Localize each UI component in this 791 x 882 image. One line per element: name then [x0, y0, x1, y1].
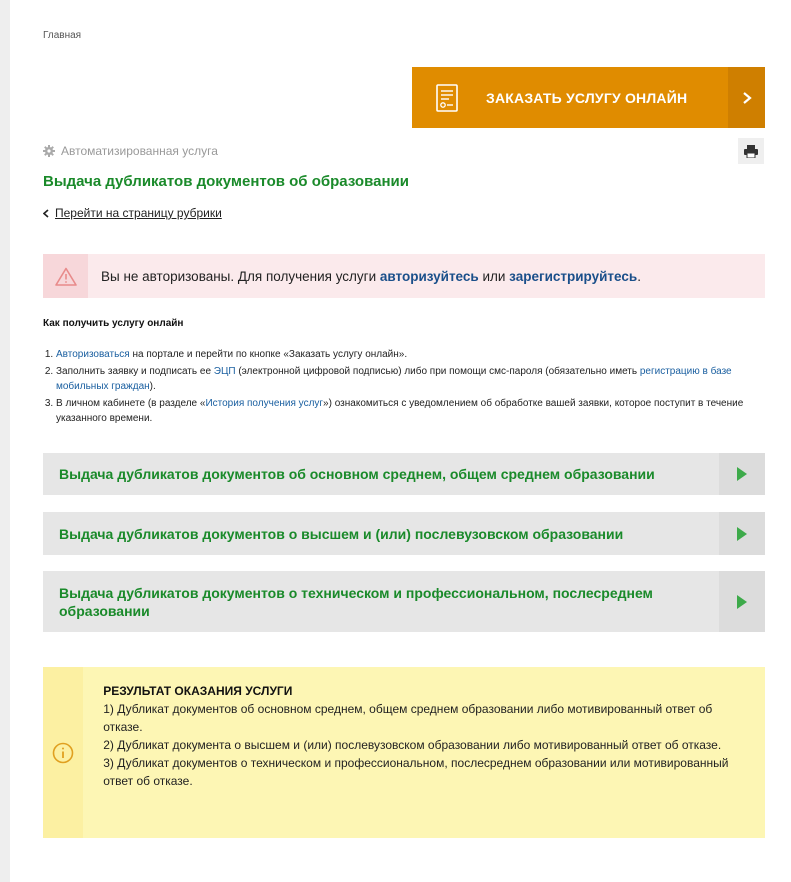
triangle-right-icon: [719, 453, 765, 495]
service-history-link[interactable]: История получения услуг: [205, 397, 324, 409]
alert-text-after: .: [637, 268, 641, 284]
step-item: [56, 396, 781, 427]
accordion-secondary-education[interactable]: [43, 453, 765, 495]
service-type: [43, 144, 218, 158]
result-content: [83, 667, 765, 838]
alert-message: [88, 269, 641, 284]
accordion-title: Выдача дубликатов документов о высшем и (или) послевузовском образовании: [59, 525, 624, 542]
step-text: Заполнить заявку и подписать ее: [56, 365, 214, 377]
order-service-label: ЗАКАЗАТЬ УСЛУГУ ОНЛАЙН: [486, 89, 688, 106]
info-icon: [43, 667, 83, 838]
chevron-left-icon: [43, 209, 49, 218]
step-text: В личном кабинете (в разделе «: [56, 397, 206, 409]
mobile-registration-link[interactable]: регистрацию в базе мобильных граждан: [56, 365, 732, 392]
service-result-box: [43, 667, 765, 838]
alert-text-middle: или: [478, 268, 510, 284]
printer-icon: [744, 145, 758, 158]
accordion-higher-education[interactable]: [43, 512, 765, 555]
eds-link[interactable]: ЭЦП: [213, 365, 236, 377]
result-title: РЕЗУЛЬТАТ ОКАЗАНИЯ УСЛУГИ: [103, 684, 293, 698]
alert-text-before: Вы не авторизованы. Для получения услуги: [101, 268, 380, 284]
order-service-button[interactable]: [412, 67, 765, 128]
document-form-icon: [412, 67, 482, 128]
step-text: на портале и перейти по кнопке «Заказать услугу онлайн».: [129, 349, 408, 360]
print-button[interactable]: [738, 138, 764, 164]
page-title: Выдача дубликатов документов об образовании: [43, 173, 409, 190]
triangle-right-icon: [719, 571, 765, 632]
accordion-technical-education[interactable]: [43, 571, 765, 632]
step-item: [56, 364, 781, 395]
warning-icon: [43, 254, 88, 298]
left-border: [0, 0, 10, 882]
triangle-right-icon: [719, 512, 765, 555]
authorize-link[interactable]: Авторизоваться: [56, 349, 130, 360]
result-line: 1) Дубликат документов об основном среднем, общем среднем образовании либо мотивированный ответ об отказе.: [103, 702, 713, 734]
breadcrumb[interactable]: Главная: [43, 30, 82, 41]
register-link[interactable]: зарегистрируйтесь: [509, 268, 638, 284]
step-text: ») ознакомиться с уведомлением об обработке вашей заявки, которое поступит в течение указанного времени.: [56, 397, 744, 424]
login-link[interactable]: авторизуйтесь: [379, 268, 479, 284]
step-item: [56, 347, 781, 363]
back-link-label: Перейти на страницу рубрики: [55, 206, 222, 220]
step-text: ).: [149, 381, 156, 392]
chevron-right-icon: [728, 67, 765, 128]
back-to-category-link[interactable]: [43, 206, 222, 220]
gear-icon: [43, 145, 55, 157]
step-text: (электронной цифровой подписью) либо при помощи смс-пароля (обязательно иметь: [235, 365, 640, 377]
accordion-title: Выдача дубликатов документов об основном среднем, общем среднем образовании: [59, 466, 655, 482]
result-line: 2) Дубликат документа о высшем и (или) послевузовском образовании либо мотивированный ответ об отказе.: [103, 738, 722, 752]
auth-alert: [43, 254, 765, 298]
accordion-title: Выдача дубликатов документов о техническом и профессиональном, послесреднем образовании: [59, 584, 653, 619]
howto-title: Как получить услугу онлайн: [43, 318, 184, 329]
service-type-label: Автоматизированная услуга: [61, 144, 218, 158]
result-line: 3) Дубликат документов о техническом и профессиональном, послесреднем образовании или мотивированный ответ об отказе.: [103, 756, 729, 788]
steps-list: [41, 347, 781, 428]
